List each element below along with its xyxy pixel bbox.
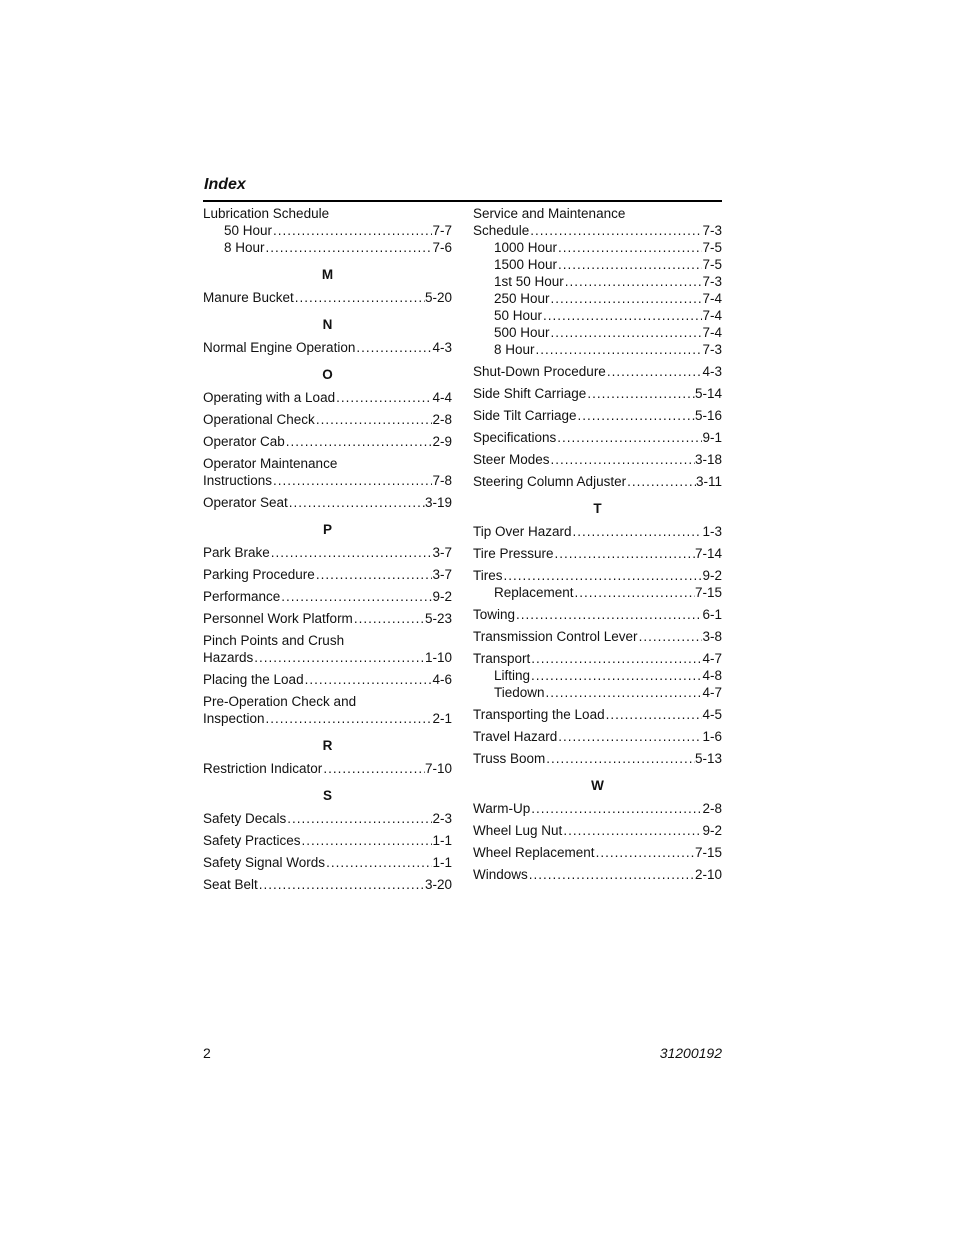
entry-text: Tires <box>473 568 503 583</box>
index-entry <box>203 433 452 450</box>
index-letter-heading: R <box>322 738 333 753</box>
entry-text: Pre-Operation Check and <box>203 694 357 709</box>
dot-leader <box>270 544 433 561</box>
dot-leader <box>353 610 425 627</box>
entry-text: Normal Engine Operation <box>203 340 356 355</box>
entry-text: Hazards <box>203 650 254 665</box>
dot-leader <box>530 667 702 684</box>
index-subentry <box>473 341 722 358</box>
index-entry <box>473 822 722 839</box>
entry-text: Transmission Control Lever <box>473 629 638 644</box>
dot-leader <box>554 545 695 562</box>
entry-page-ref: 5-16 <box>694 408 722 423</box>
dot-leader <box>528 866 695 883</box>
entry-text: Specifications <box>473 430 557 445</box>
dot-leader <box>304 671 433 688</box>
entry-page-ref: 3-18 <box>694 452 722 467</box>
entry-text: 250 Hour <box>494 291 550 306</box>
index-entry <box>473 800 722 817</box>
entry-text: Wheel Lug Nut <box>473 823 563 838</box>
entry-page-ref: 7-3 <box>702 342 722 357</box>
page-number: 2 <box>203 1045 211 1061</box>
dot-leader <box>562 822 702 839</box>
dot-leader <box>294 289 425 306</box>
dot-leader <box>285 433 433 450</box>
entry-page-ref: 2-3 <box>432 811 452 826</box>
index-entry <box>473 567 722 584</box>
index-entry <box>203 876 452 893</box>
entry-page-ref: 5-23 <box>424 611 452 626</box>
dot-leader <box>550 290 703 307</box>
entry-text: 1st 50 Hour <box>494 274 564 289</box>
entry-page-ref: 7-6 <box>432 240 452 255</box>
entry-page-ref: 4-8 <box>702 668 722 683</box>
entry-text: 8 Hour <box>494 342 535 357</box>
index-entry <box>473 650 722 667</box>
entry-text: 500 Hour <box>494 325 550 340</box>
dot-leader <box>265 710 433 727</box>
entry-text: Tire Pressure <box>473 546 554 561</box>
index-column-left <box>203 205 452 893</box>
dot-leader <box>530 800 702 817</box>
dot-leader <box>280 588 432 605</box>
dot-leader <box>253 649 425 666</box>
dot-leader <box>545 750 695 767</box>
entry-text: Steering Column Adjuster <box>473 474 627 489</box>
entry-text: Placing the Load <box>203 672 304 687</box>
index-letter-heading: N <box>322 317 333 332</box>
entry-page-ref: 1-1 <box>432 855 452 870</box>
dot-leader <box>315 411 433 428</box>
entry-page-ref: 7-5 <box>702 257 722 272</box>
index-entry <box>203 610 452 627</box>
index-entry <box>203 632 452 649</box>
dot-leader <box>272 472 432 489</box>
index-entry <box>203 389 452 406</box>
dot-leader <box>586 385 695 402</box>
dot-leader <box>301 832 433 849</box>
entry-page-ref: 1-1 <box>432 833 452 848</box>
entry-text: Seat Belt <box>203 877 258 892</box>
entry-text: Personnel Work Platform <box>203 611 353 626</box>
dot-leader <box>577 407 695 424</box>
dot-leader <box>355 339 432 356</box>
dot-leader <box>258 876 425 893</box>
entry-page-ref: 3-11 <box>695 474 722 489</box>
entry-page-ref: 1-10 <box>424 650 452 665</box>
index-entry <box>203 854 452 871</box>
entry-page-ref: 9-2 <box>702 568 722 583</box>
index-subentry <box>473 324 722 341</box>
entry-page-ref: 4-7 <box>702 651 722 666</box>
index-subentry <box>473 273 722 290</box>
entry-page-ref: 7-4 <box>702 325 722 340</box>
page-title: Index <box>204 176 246 193</box>
entry-page-ref: 4-7 <box>702 685 722 700</box>
entry-page-ref: 2-8 <box>432 412 452 427</box>
index-entry <box>473 706 722 723</box>
entry-page-ref: 9-2 <box>702 823 722 838</box>
index-entry <box>203 494 452 511</box>
dot-leader <box>556 429 702 446</box>
dot-leader <box>572 523 703 540</box>
index-letter-heading: T <box>593 501 602 516</box>
entry-text: 1500 Hour <box>494 257 558 272</box>
dot-leader <box>564 273 703 290</box>
entry-page-ref: 7-7 <box>432 223 452 238</box>
entry-text: Instructions <box>203 473 273 488</box>
index-entry <box>473 844 722 861</box>
index-entry <box>473 523 722 540</box>
entry-page-ref: 4-6 <box>432 672 452 687</box>
index-entry <box>203 693 452 710</box>
index-letter-heading: M <box>321 267 334 282</box>
entry-text: Safety Decals <box>203 811 287 826</box>
index-entry <box>203 205 452 222</box>
entry-page-ref: 7-4 <box>702 308 722 323</box>
dot-leader <box>529 222 702 239</box>
index-entry <box>203 455 452 472</box>
index-entry <box>473 750 722 767</box>
dot-leader <box>325 854 432 871</box>
index-entry <box>203 566 452 583</box>
index-subentry <box>473 307 722 324</box>
entry-text: Inspection <box>203 711 265 726</box>
index-entry <box>203 472 452 489</box>
entry-page-ref: 7-10 <box>424 761 452 776</box>
dot-leader <box>550 451 695 468</box>
entry-page-ref: 6-1 <box>702 607 722 622</box>
entry-page-ref: 4-3 <box>432 340 452 355</box>
index-entry <box>473 407 722 424</box>
index-subentry <box>473 290 722 307</box>
entry-page-ref: 7-15 <box>694 845 722 860</box>
entry-page-ref: 7-3 <box>702 223 722 238</box>
entry-text: Travel Hazard <box>473 729 558 744</box>
index-entry <box>203 411 452 428</box>
dot-leader <box>535 341 703 358</box>
dot-leader <box>550 324 703 341</box>
entry-text: Shut-Down Procedure <box>473 364 606 379</box>
dot-leader <box>515 606 702 623</box>
dot-leader <box>545 684 703 701</box>
index-entry <box>203 339 452 356</box>
header-rule <box>203 200 722 202</box>
entry-text: Tiedown <box>494 685 545 700</box>
entry-text: Side Shift Carriage <box>473 386 587 401</box>
dot-leader <box>626 473 696 490</box>
entry-page-ref: 1-3 <box>702 524 722 539</box>
entry-text: Park Brake <box>203 545 270 560</box>
index-subentry <box>473 667 722 684</box>
dot-leader <box>315 566 433 583</box>
entry-text: Truss Boom <box>473 751 546 766</box>
entry-page-ref: 2-10 <box>694 867 722 882</box>
dot-leader <box>265 239 433 256</box>
entry-text: Operating with a Load <box>203 390 336 405</box>
entry-text: 50 Hour <box>224 223 273 238</box>
dot-leader <box>557 256 702 273</box>
entry-page-ref: 3-19 <box>424 495 452 510</box>
index-letter-heading: S <box>322 788 332 803</box>
dot-leader <box>574 584 695 601</box>
index-entry <box>203 760 452 777</box>
entry-page-ref: 1-6 <box>702 729 722 744</box>
entry-page-ref: 4-5 <box>702 707 722 722</box>
entry-text: Replacement <box>494 585 574 600</box>
entry-text: Towing <box>473 607 516 622</box>
entry-page-ref: 5-20 <box>424 290 452 305</box>
entry-text: Operator Seat <box>203 495 288 510</box>
entry-page-ref: 3-8 <box>702 629 722 644</box>
entry-page-ref: 3-7 <box>432 545 452 560</box>
index-subentry <box>473 256 722 273</box>
index-entry <box>473 606 722 623</box>
entry-text: Steer Modes <box>473 452 550 467</box>
entry-page-ref: 2-9 <box>432 434 452 449</box>
entry-page-ref: 4-4 <box>432 390 452 405</box>
dot-leader <box>542 307 702 324</box>
index-entry <box>203 649 452 666</box>
dot-leader <box>503 567 703 584</box>
index-entry <box>473 385 722 402</box>
index-letter-heading: O <box>322 367 333 382</box>
entry-page-ref: 7-8 <box>432 473 452 488</box>
entry-page-ref: 2-1 <box>432 711 452 726</box>
entry-text: Operational Check <box>203 412 315 427</box>
index-subentry <box>203 222 452 239</box>
dot-leader <box>322 760 425 777</box>
entry-page-ref: 7-15 <box>694 585 722 600</box>
entry-text: 50 Hour <box>494 308 543 323</box>
entry-text: Tip Over Hazard <box>473 524 572 539</box>
index-entry <box>203 671 452 688</box>
dot-leader <box>530 650 702 667</box>
entry-page-ref: 9-1 <box>702 430 722 445</box>
dot-leader <box>272 222 432 239</box>
dot-leader <box>606 363 703 380</box>
entry-text: Transport <box>473 651 531 666</box>
index-subentry <box>473 684 722 701</box>
index-entry <box>473 628 722 645</box>
entry-text: Wheel Replacement <box>473 845 595 860</box>
dot-leader <box>595 844 695 861</box>
entry-text: Lubrication Schedule <box>203 206 330 221</box>
dot-leader <box>557 239 702 256</box>
dot-leader <box>288 494 425 511</box>
entry-page-ref: 3-20 <box>424 877 452 892</box>
index-subentry <box>473 584 722 601</box>
entry-text: Service and Maintenance <box>473 206 626 221</box>
dot-leader <box>335 389 432 406</box>
entry-text: Operator Cab <box>203 434 285 449</box>
dot-leader <box>286 810 432 827</box>
entry-page-ref: 7-14 <box>694 546 722 561</box>
entry-text: Parking Procedure <box>203 567 315 582</box>
index-letter-heading: P <box>322 522 332 537</box>
entry-text: Windows <box>473 867 528 882</box>
entry-text: Warm-Up <box>473 801 531 816</box>
entry-text: Safety Practices <box>203 833 301 848</box>
index-entry <box>203 710 452 727</box>
document-code: 31200192 <box>659 1045 722 1061</box>
entry-text: Side Tilt Carriage <box>473 408 577 423</box>
entry-text: Safety Signal Words <box>203 855 326 870</box>
dot-leader <box>638 628 703 645</box>
entry-text: Transporting the Load <box>473 707 605 722</box>
index-entry <box>473 205 722 222</box>
index-entry <box>203 289 452 306</box>
index-entry <box>203 810 452 827</box>
index-entry <box>473 545 722 562</box>
entry-page-ref: 5-14 <box>694 386 722 401</box>
dot-leader <box>605 706 703 723</box>
index-entry <box>473 222 722 239</box>
index-entry <box>473 866 722 883</box>
index-entry <box>473 429 722 446</box>
index-entry <box>473 363 722 380</box>
entry-page-ref: 2-8 <box>702 801 722 816</box>
index-column-right <box>473 205 722 883</box>
index-entry <box>473 728 722 745</box>
index-entry <box>473 473 722 490</box>
index-subentry <box>203 239 452 256</box>
index-entry <box>203 832 452 849</box>
entry-text: Pinch Points and Crush <box>203 633 345 648</box>
entry-text: Restriction Indicator <box>203 761 323 776</box>
entry-text: 1000 Hour <box>494 240 558 255</box>
entry-text: Operator Maintenance <box>203 456 338 471</box>
entry-text: Performance <box>203 589 281 604</box>
entry-page-ref: 4-3 <box>702 364 722 379</box>
dot-leader <box>557 728 702 745</box>
entry-page-ref: 7-3 <box>702 274 722 289</box>
index-subentry <box>473 239 722 256</box>
entry-text: Lifting <box>494 668 531 683</box>
entry-page-ref: 9-2 <box>432 589 452 604</box>
entry-page-ref: 3-7 <box>432 567 452 582</box>
index-entry <box>203 588 452 605</box>
entry-text: Schedule <box>473 223 530 238</box>
index-entry <box>203 544 452 561</box>
index-letter-heading: W <box>591 778 604 793</box>
entry-page-ref: 7-4 <box>702 291 722 306</box>
index-entry <box>473 451 722 468</box>
entry-text: Manure Bucket <box>203 290 294 305</box>
entry-text: 8 Hour <box>224 240 265 255</box>
entry-page-ref: 7-5 <box>702 240 722 255</box>
entry-page-ref: 5-13 <box>694 751 722 766</box>
